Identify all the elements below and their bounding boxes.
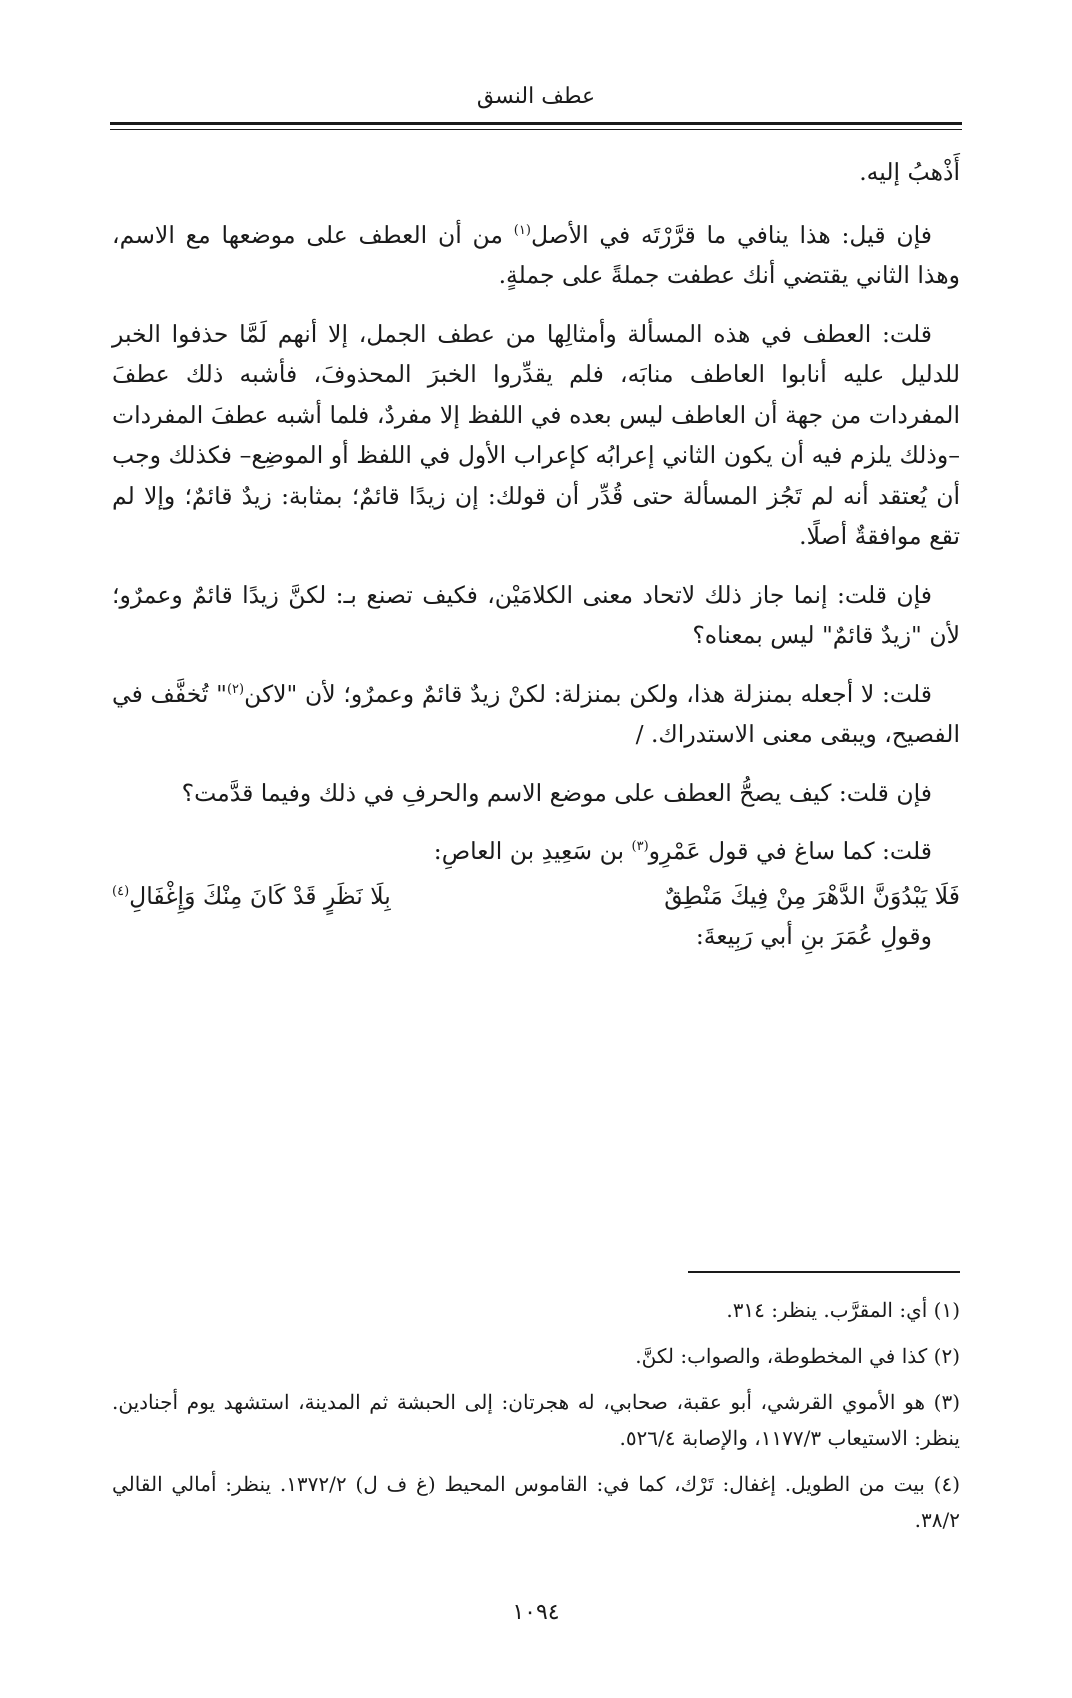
paragraph-text: من أن العطف على موضعها مع الاسم، وهذا الثاني يقتضي أنك عطفت جملةً على جملةٍ. xyxy=(112,220,960,289)
paragraph-objection-1 xyxy=(112,215,960,296)
page-number: ١٠٩٤ xyxy=(512,1600,560,1625)
paragraph-text: فإن قيل: هذا ينافي ما قرَّرْتَه في الأصل xyxy=(530,220,932,249)
footnote-3: (٣) هو الأموي القرشي، أبو عقبة، صحابي، له هجرتان: إلى الحبشة ثم المدينة، استشهد يوم أجنادين. ينظر: الاستيعاب ١١٧٧/٣، والإصابة ٥٢٦/٤. xyxy=(112,1390,960,1450)
paragraph-text: " تُخفَّف في الفصيح، ويبقى معنى الاستدراك. / xyxy=(112,679,960,748)
footnote-2: (٢) كذا في المخطوطة، والصواب: لكنَّ. xyxy=(635,1344,960,1368)
footnotes xyxy=(112,1292,960,1548)
running-head: عطف النسق xyxy=(476,84,596,109)
verse-second-hemistich: بِلَا نَظَرٍ قَدْ كَانَ مِنْكَ وَإِغْفَالِ xyxy=(129,881,391,910)
paragraph-answer-1: قلت: العطف في هذه المسألة وأمثالِها من عطف الجمل، إلا أنهم لَمَّا حذفوا الخبر للدليل عليه أنابوا العاطف منابَه، فلم يقدِّروا الخبرَ المحذوفَ، فأشبه ذلك عطفَ المفردات من جهة أن العاطف ليس بعده في اللفظ إلا مفردٌ، فلما أشبه عطفَ المفردات –وذلك يلزم فيه أن يكون الثاني إعرابُه كإعراب الأول في اللفظ أو الموضِع– فكذلك وجب أن يُعتقد أنه لم تَجُز المسألة حتى قُدِّر أن قولك: إن زيدًا قائمٌ؛ بمثابة: زيدٌ قائمٌ؛ وإلا لم تقع موافقةٌ أصلًا. xyxy=(112,319,960,550)
poetry-verse xyxy=(112,876,960,916)
paragraph-answer-3 xyxy=(112,831,960,872)
footnote-1: (١) أي: المقرَّب. ينظر: ٣١٤. xyxy=(726,1298,960,1322)
footnote-separator xyxy=(688,1271,960,1273)
paragraph-answer-2 xyxy=(112,674,960,755)
header-rule-thin xyxy=(110,129,962,130)
paragraph-objection-2: فإن قلت: إنما جاز ذلك لاتحاد معنى الكلامَيْن، فكيف تصنع بـ: لكنَّ زيدًا قائمٌ وعمرٌو؛ لأن "زيدٌ قائمٌ" ليس بمعناه؟ xyxy=(112,580,960,649)
paragraph-text: بن سَعِيدِ بن العاصِ: xyxy=(433,837,632,865)
paragraph-text: قلت: كما ساغ في قول عَمْرِو xyxy=(648,837,932,865)
paragraph-objection-3: فإن قلت: كيف يصحُّ العطف على موضع الاسم والحرفِ في ذلك وفيما قدَّمت؟ xyxy=(181,778,932,807)
footnote-ref: (٢) xyxy=(226,681,245,697)
verse-second-hemistich-wrap xyxy=(112,876,512,916)
verse-first-hemistich: فَلَا يَبْدُوَنَّ الدَّهْرَ مِنْ فِيكَ مَنْطِقٌ xyxy=(664,881,960,910)
footnote-ref: (٣) xyxy=(631,839,649,855)
footnote-ref: (١) xyxy=(513,222,531,238)
paragraph-text: قلت: لا أجعله بمنزلة هذا، ولكن بمنزلة: لكنْ زيدٌ قائمٌ وعمرٌو؛ لأن "لاكن xyxy=(244,679,933,708)
footnote-4: (٤) بيت من الطويل. إغفال: تَرْك، كما في: القاموس المحيط (غ ف ل) ١٣٧٢/٢. ينظر: أمالي القالي ٣٨/٢. xyxy=(112,1472,960,1532)
paragraph-quote-intro: وقولِ عُمَرَ بنِ أبي رَبِيعةَ: xyxy=(695,921,932,950)
paragraph-continued: أَذْهبُ إليه. xyxy=(859,158,960,186)
main-text xyxy=(112,152,960,974)
header-rule-thick xyxy=(110,122,962,125)
footnote-ref: (٤) xyxy=(112,883,130,899)
